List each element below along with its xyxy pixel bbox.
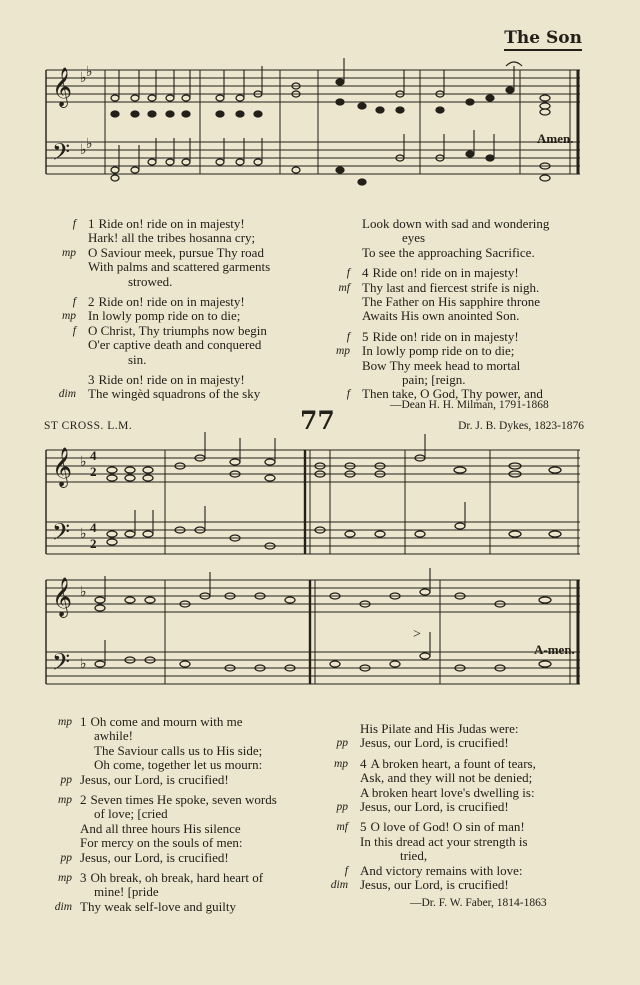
svg-text:2: 2 [90, 536, 97, 551]
verse-text: Ride on! ride on in majesty! [372, 328, 519, 344]
verse-text: The wingèd squadrons of the sky [88, 386, 261, 402]
verse-line [88, 353, 270, 367]
dynamic-marking: f [72, 296, 76, 309]
verse-number: 3 [80, 870, 87, 886]
verse-text: Seven times He spoke, seven words [90, 792, 277, 808]
dynamic-marking: mp [57, 716, 72, 728]
verse-text: A broken heart love's dwelling is: [360, 784, 535, 800]
verse-line [346, 265, 549, 281]
verse-line [360, 722, 536, 736]
music-system-77 [0, 430, 640, 710]
svg-text:♭: ♭ [86, 137, 93, 152]
verse-line [57, 792, 277, 808]
verse-line [88, 373, 270, 387]
verse-text: In lowly pomp ride on to die; [362, 343, 515, 359]
verse-line [80, 744, 277, 758]
svg-text:𝄞: 𝄞 [52, 447, 73, 487]
verse-text: O Saviour meek, pursue Thy road [88, 244, 264, 260]
verse-line [362, 217, 549, 231]
verse-line [362, 246, 549, 260]
verse-text: With palms and scattered garments [88, 259, 271, 275]
dynamic-marking: pp [60, 851, 72, 864]
verse-text: Look down with sad and wondering [362, 216, 550, 231]
dynamic-marking: dim [54, 900, 72, 913]
dynamic-marking: mp [57, 794, 72, 807]
verse-number: 4 [362, 265, 369, 281]
verse-text: sin. [128, 351, 147, 367]
composer: Dr. J. B. Dykes, 1823-1876 [458, 420, 584, 432]
verses-77-left [54, 714, 277, 914]
dynamic-marking: mf [336, 821, 348, 834]
svg-text:2: 2 [90, 464, 97, 479]
verses-prev-right [335, 216, 550, 402]
verse-line [61, 244, 270, 260]
amen-label-77: A-men. [534, 642, 575, 657]
verse-line [330, 877, 536, 893]
dynamic-marking: f [346, 330, 350, 343]
svg-text:4: 4 [90, 448, 97, 463]
svg-text:♭: ♭ [80, 657, 87, 672]
verse-line [88, 338, 270, 352]
svg-text:♭: ♭ [80, 71, 87, 86]
author-77: —Dr. F. W. Faber, 1814-1863 [410, 897, 547, 909]
verses-prev-left [58, 216, 271, 402]
svg-text:𝄢: 𝄢 [52, 138, 71, 171]
verse-text: His Pilate and His Judas were: [360, 721, 519, 736]
verse-text: In this dread act your strength is [360, 833, 528, 849]
verse-text: Ride on! ride on in majesty! [98, 294, 245, 310]
verse-line [362, 309, 549, 323]
dynamic-marking: dim [58, 388, 76, 401]
verse-line [338, 279, 549, 295]
verse-line [88, 275, 270, 289]
verse-text: A broken heart, a fount of tears, [370, 755, 536, 771]
verse-line [362, 231, 549, 245]
hymn-number: 77 [300, 406, 335, 435]
verse-text: Thy last and fiercest strife is nigh. [362, 279, 540, 295]
dynamic-marking: dim [330, 879, 348, 892]
verse-text: eyes [402, 230, 426, 246]
verse-line [72, 294, 270, 310]
verse-line [80, 836, 277, 850]
verse-line [80, 729, 277, 743]
dynamic-marking: f [72, 324, 76, 337]
verse-text: pain; [reign. [402, 372, 466, 388]
verse-line [80, 885, 277, 899]
verse-text: strowed. [128, 273, 173, 289]
verse-text: Then take, O God, Thy power, and [362, 386, 543, 402]
verse-text: In lowly pomp ride on to die; [88, 308, 241, 324]
dynamic-marking: mp [61, 246, 76, 259]
svg-text:♭: ♭ [80, 455, 87, 470]
verse-text: For mercy on the souls of men: [80, 835, 243, 851]
verse-text: Ride on! ride on in majesty! [98, 372, 245, 388]
verse-line [336, 735, 536, 751]
verse-line [346, 328, 549, 344]
dynamic-marking: f [344, 864, 348, 877]
verse-line [360, 835, 536, 849]
verse-line [61, 308, 270, 324]
verse-text: Jesus, our Lord, is crucified! [360, 877, 509, 893]
verse-line [344, 862, 536, 878]
music-system-prev [0, 0, 640, 200]
verse-text: Ride on! ride on in majesty! [372, 265, 519, 281]
dynamic-marking: pp [60, 773, 72, 786]
verse-line [362, 295, 549, 309]
dynamic-marking: mp [335, 345, 350, 358]
verse-text: Jesus, our Lord, is crucified! [360, 799, 509, 815]
dynamic-marking: f [72, 218, 76, 230]
verse-line [362, 359, 549, 373]
svg-text:4: 4 [90, 520, 97, 535]
verses-77-right [330, 721, 536, 893]
svg-text:𝄢: 𝄢 [52, 648, 71, 681]
verse-line [335, 343, 549, 359]
verse-text: Oh come, together let us mourn: [94, 757, 263, 773]
verse-text: Jesus, our Lord, is crucified! [80, 771, 229, 787]
verse-text: Thy weak self-love and guilty [80, 898, 236, 914]
svg-text:♭: ♭ [86, 65, 93, 80]
verse-line [88, 231, 270, 245]
verse-line [360, 849, 536, 863]
amen-label-prev: Amen. [537, 131, 574, 146]
verse-text: And all three hours His silence [80, 820, 241, 836]
verse-text: The Father on His sapphire throne [362, 294, 540, 310]
verse-text: awhile! [94, 728, 133, 744]
verse-line [362, 373, 549, 387]
dynamic-marking: mp [61, 310, 76, 323]
verse-line [88, 260, 270, 274]
verse-text: Awaits His own anointed Son. [362, 308, 520, 324]
verse-number: 5 [360, 819, 367, 835]
dynamic-marking: mf [338, 281, 350, 294]
verse-line [336, 819, 536, 835]
svg-text:𝄞: 𝄞 [52, 67, 73, 107]
verse-text: Jesus, our Lord, is crucified! [80, 849, 229, 865]
verse-text: Bow Thy meek head to mortal [362, 357, 521, 373]
verse-line [80, 822, 277, 836]
verse-text: And victory remains with love: [360, 862, 523, 878]
verse-line [80, 807, 277, 821]
verse-text: Oh break, oh break, hard heart of [90, 870, 264, 886]
svg-text:♭: ♭ [80, 585, 87, 600]
verse-line [57, 714, 277, 729]
verse-line [57, 870, 277, 886]
dynamic-marking: mp [333, 757, 348, 770]
verse-number: 1 [80, 714, 87, 729]
dynamic-marking: f [346, 388, 350, 401]
verse-line [333, 755, 536, 771]
verse-text: tried, [400, 848, 428, 864]
svg-text:♭: ♭ [80, 143, 87, 158]
verse-line [54, 898, 277, 914]
verse-number: 3 [88, 372, 95, 388]
verse-text: O'er captive death and conquered [88, 337, 262, 353]
verse-text: of love; [cried [94, 806, 168, 822]
verse-number: 5 [362, 328, 369, 344]
verse-line [360, 786, 536, 800]
dynamic-marking: pp [336, 801, 348, 814]
dynamic-marking: f [346, 267, 350, 280]
verse-text: Hark! all the tribes hosanna cry; [88, 230, 256, 246]
svg-text:𝄢: 𝄢 [52, 518, 71, 551]
svg-text:𝄞: 𝄞 [52, 577, 73, 617]
verse-text: Jesus, our Lord, is crucified! [360, 735, 509, 751]
svg-text:>: > [413, 627, 421, 642]
verse-text: Oh come and mourn with me [90, 714, 243, 729]
verse-text: O love of God! O sin of man! [370, 819, 525, 835]
verse-text: The Saviour calls us to His side; [94, 742, 263, 758]
tune-name: ST CROSS. L.M. [44, 420, 133, 432]
verse-number: 1 [88, 216, 95, 231]
verse-line [60, 849, 277, 865]
verse-line [58, 386, 270, 402]
running-head: The Son [504, 28, 582, 51]
svg-text:♭: ♭ [80, 527, 87, 542]
verse-text: Ride on! ride on in majesty! [98, 216, 245, 231]
verse-line [72, 322, 270, 338]
dynamic-marking: pp [336, 737, 348, 750]
verse-line [336, 799, 536, 815]
author-prev: —Dean H. H. Milman, 1791-1868 [390, 399, 549, 411]
verse-text: O Christ, Thy triumphs now begin [88, 322, 267, 338]
verse-text: mine! [pride [94, 884, 159, 900]
verse-number: 2 [88, 294, 95, 310]
dynamic-marking: mp [57, 872, 72, 885]
verse-text: Ask, and they will not be denied; [360, 770, 533, 786]
verse-number: 2 [80, 792, 87, 808]
verse-line [72, 216, 270, 231]
verse-line [60, 771, 277, 787]
verse-text: To see the approaching Sacrifice. [362, 244, 535, 260]
verse-line [80, 758, 277, 772]
verse-number: 4 [360, 755, 367, 771]
verse-line [360, 771, 536, 785]
